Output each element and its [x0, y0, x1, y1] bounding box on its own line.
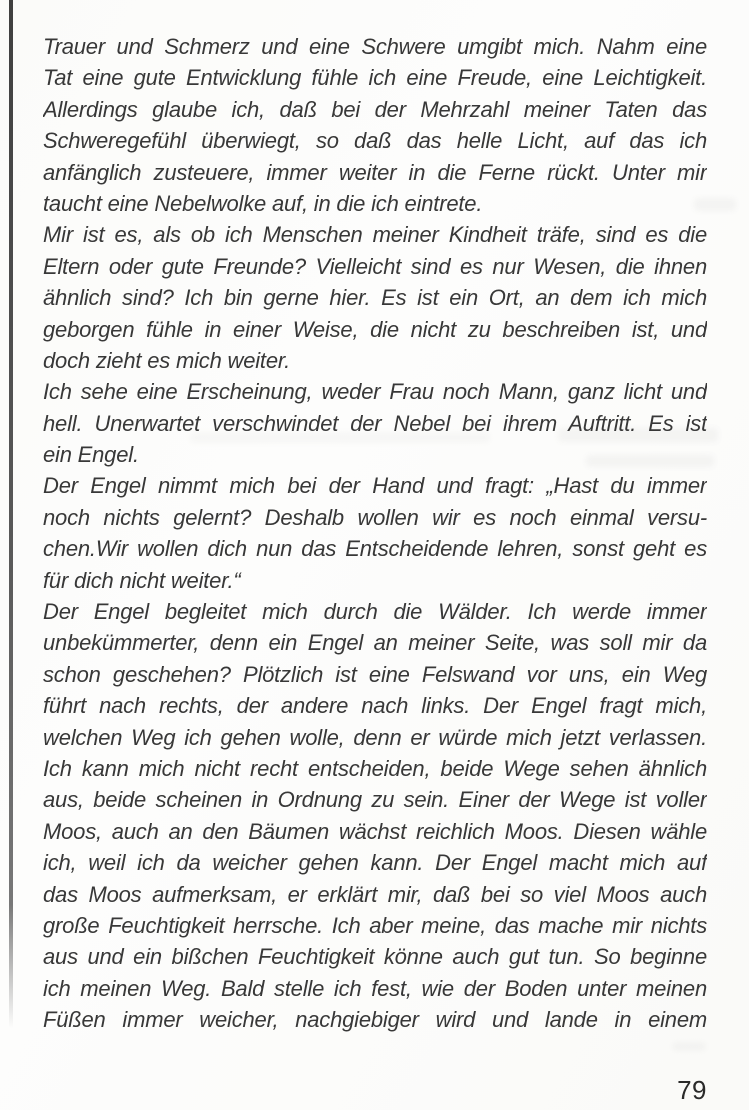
text-line: große Feuchtigkeit herrsche. Ich aber meine, das mache mir nichts: [43, 912, 707, 938]
text-line: geborgen fühle in einer Weise, die nicht zu beschreiben ist, und: [43, 316, 707, 342]
paragraph: [43, 470, 707, 596]
text-line: führt nach rechts, der andere nach links. Der Engel fragt mich,: [43, 693, 707, 719]
text-line: unbekümmerter, denn ein Engel an meiner Seite, was soll mir da: [43, 630, 707, 656]
bleedthrough-mark: [672, 1042, 706, 1051]
text-line: Moos, auch an den Bäumen wächst reichlich Moos. Diesen wähle: [43, 818, 707, 844]
text-line: doch zieht es mich weiter.: [43, 347, 291, 373]
text-line: ähnlich sind? Ich bin gerne hier. Es ist ein Ort, an dem ich mich: [43, 285, 707, 311]
text-line: Trauer und Schmerz und eine Schwere umgibt mich. Nahm eine: [43, 34, 707, 59]
text-line: Füßen immer weicher, nachgiebiger wird und lande in einem: [43, 1007, 707, 1033]
text-line: ein Engel.: [43, 442, 139, 468]
text-line: das Moos aufmerksam, er erklärt mir, daß bei so viel Moos auch: [43, 881, 707, 907]
text-block: [43, 31, 707, 1036]
paragraph: [43, 31, 707, 219]
text-line: Ich sehe eine Erscheinung, weder Frau noch Mann, ganz licht und: [43, 379, 707, 405]
scan-edge-line: [9, 0, 13, 1028]
text-line: welchen Weg ich gehen wolle, denn er würde mich jetzt verlassen.: [43, 724, 707, 750]
text-line: ich meinen Weg. Bald stelle ich fest, wie der Boden unter meinen: [43, 975, 707, 1001]
page-number: 79: [677, 1075, 707, 1105]
text-line: noch nichts gelernt? Deshalb wollen wir es noch einmal versu-: [43, 504, 707, 530]
text-line: Der Engel nimmt mich bei der Hand und fragt: „Hast du immer: [43, 473, 707, 499]
text-line: Der Engel begleitet mich durch die Wälder. Ich werde immer: [43, 599, 707, 625]
paragraph: [43, 219, 707, 376]
text-line: Schweregefühl überwiegt, so daß das helle Licht, auf das ich: [43, 128, 707, 154]
text-line: für dich nicht weiter.“: [43, 567, 241, 593]
text-line: aus, beide scheinen in Ordnung zu sein. Einer der Wege ist voller: [43, 787, 707, 813]
text-line: chen.Wir wollen dich nun das Entscheidende lehren, sonst geht es: [43, 536, 707, 562]
text-line: Ich kann mich nicht recht entscheiden, beide Wege sehen ähnlich: [43, 755, 707, 781]
text-line: schon geschehen? Plötzlich ist eine Felswand vor uns, ein Weg: [43, 661, 707, 687]
text-line: anfänglich zusteuere, immer weiter in die Ferne rückt. Unter mir: [43, 159, 707, 185]
text-line: aus und ein bißchen Feuchtigkeit könne auch gut tun. So beginne: [43, 944, 707, 970]
text-line: Allerdings glaube ich, daß bei der Mehrzahl meiner Taten das: [43, 96, 707, 122]
paragraph: [43, 376, 707, 470]
text-line: Tat eine gute Entwicklung fühle ich eine Freude, eine Leichtigkeit.: [43, 65, 707, 91]
text-line: Eltern oder gute Freunde? Vielleicht sind es nur Wesen, die ihnen: [43, 253, 707, 279]
text-line: hell. Unerwartet verschwindet der Nebel bei ihrem Auftritt. Es ist: [43, 410, 707, 436]
text-line: Mir ist es, als ob ich Menschen meiner Kindheit träfe, sind es die: [43, 222, 707, 248]
text-line: ich, weil ich da weicher gehen kann. Der Engel macht mich auf: [43, 850, 707, 876]
paragraph: [43, 596, 707, 1035]
text-line: taucht eine Nebelwolke auf, in die ich eintrete.: [43, 190, 483, 216]
